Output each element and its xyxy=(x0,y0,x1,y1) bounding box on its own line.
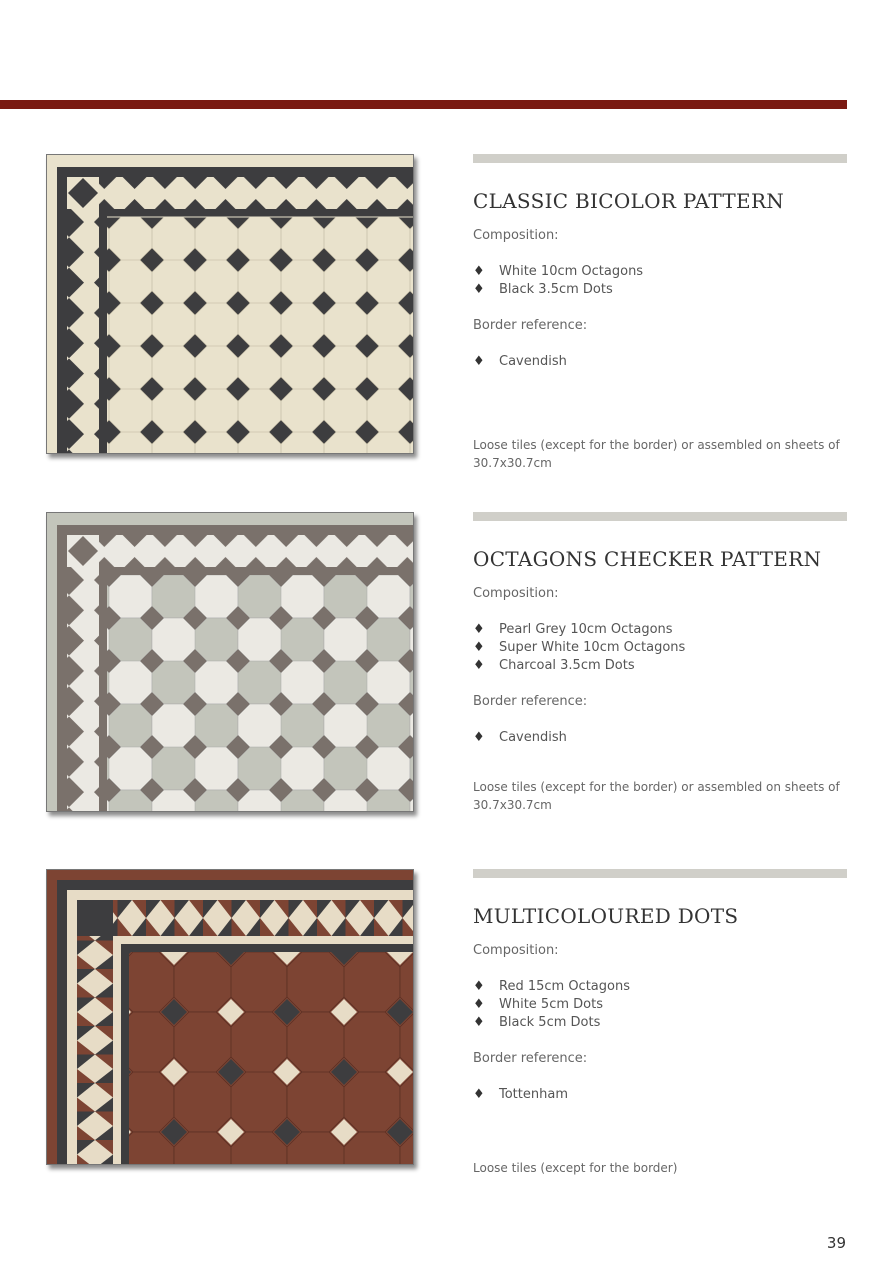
list-item: ♦ Tottenham xyxy=(473,1087,568,1102)
classic-bicolor-tile-svg xyxy=(47,155,413,453)
section-title: MULTICOLOURED DOTS xyxy=(473,904,739,928)
diamond-icon: ♦ xyxy=(473,282,485,297)
diamond-icon: ♦ xyxy=(473,979,485,994)
list-item: ♦ Black 3.5cm Dots xyxy=(473,282,613,297)
diamond-icon: ♦ xyxy=(473,997,485,1012)
border-list xyxy=(473,729,847,747)
diamond-icon: ♦ xyxy=(473,1087,485,1102)
list-item: ♦ Red 15cm Octagons xyxy=(473,979,630,994)
border-reference-label: Border reference: xyxy=(473,1051,588,1066)
list-item: ♦ Cavendish xyxy=(473,354,567,369)
list-item: ♦ White 5cm Dots xyxy=(473,997,603,1012)
diamond-icon: ♦ xyxy=(473,354,485,369)
page-number: 39 xyxy=(826,1234,846,1252)
octagons-checker-tile-svg xyxy=(47,513,413,811)
multicoloured-dots-tile-svg xyxy=(47,870,413,1164)
sheet-note: Loose tiles (except for the border) or assembled on sheets of 30.7x30.7cm xyxy=(473,438,840,470)
border-list xyxy=(473,353,847,371)
section-rule xyxy=(473,154,847,163)
border-reference-label: Border reference: xyxy=(473,694,588,709)
diamond-icon: ♦ xyxy=(473,1015,485,1030)
section-rule xyxy=(473,512,847,521)
classic-bicolor-info xyxy=(473,154,847,470)
section-rule xyxy=(473,869,847,878)
tile-preview-classic-bicolor xyxy=(46,154,414,454)
list-item: ♦ Cavendish xyxy=(473,730,567,745)
composition-list xyxy=(473,621,847,675)
sheet-note: Loose tiles (except for the border) or assembled on sheets of 30.7x30.7cm xyxy=(473,780,840,812)
composition-label: Composition: xyxy=(473,586,559,601)
composition-label: Composition: xyxy=(473,228,559,243)
diamond-icon: ♦ xyxy=(473,730,485,745)
list-item: ♦ Super White 10cm Octagons xyxy=(473,640,686,655)
list-item: ♦ Pearl Grey 10cm Octagons xyxy=(473,622,673,637)
section-title: OCTAGONS CHECKER PATTERN xyxy=(473,547,822,571)
list-item: ♦ Charcoal 3.5cm Dots xyxy=(473,658,635,673)
diamond-icon: ♦ xyxy=(473,658,485,673)
diamond-icon: ♦ xyxy=(473,640,485,655)
section-title: CLASSIC BICOLOR PATTERN xyxy=(473,189,785,213)
tile-preview-multicoloured-dots xyxy=(46,869,414,1165)
octagons-checker-info xyxy=(473,512,847,812)
composition-list xyxy=(473,978,847,1032)
border-list xyxy=(473,1086,847,1104)
sheet-note: Loose tiles (except for the border) xyxy=(473,1161,678,1175)
composition-label: Composition: xyxy=(473,943,559,958)
tile-preview-octagons-checker xyxy=(46,512,414,812)
diamond-icon: ♦ xyxy=(473,622,485,637)
border-reference-label: Border reference: xyxy=(473,318,588,333)
multicoloured-dots-info xyxy=(473,869,847,1175)
list-item: ♦ White 10cm Octagons xyxy=(473,264,644,279)
diamond-icon: ♦ xyxy=(473,264,485,279)
composition-list xyxy=(473,263,847,299)
header-rule xyxy=(0,100,847,109)
list-item: ♦ Black 5cm Dots xyxy=(473,1015,601,1030)
